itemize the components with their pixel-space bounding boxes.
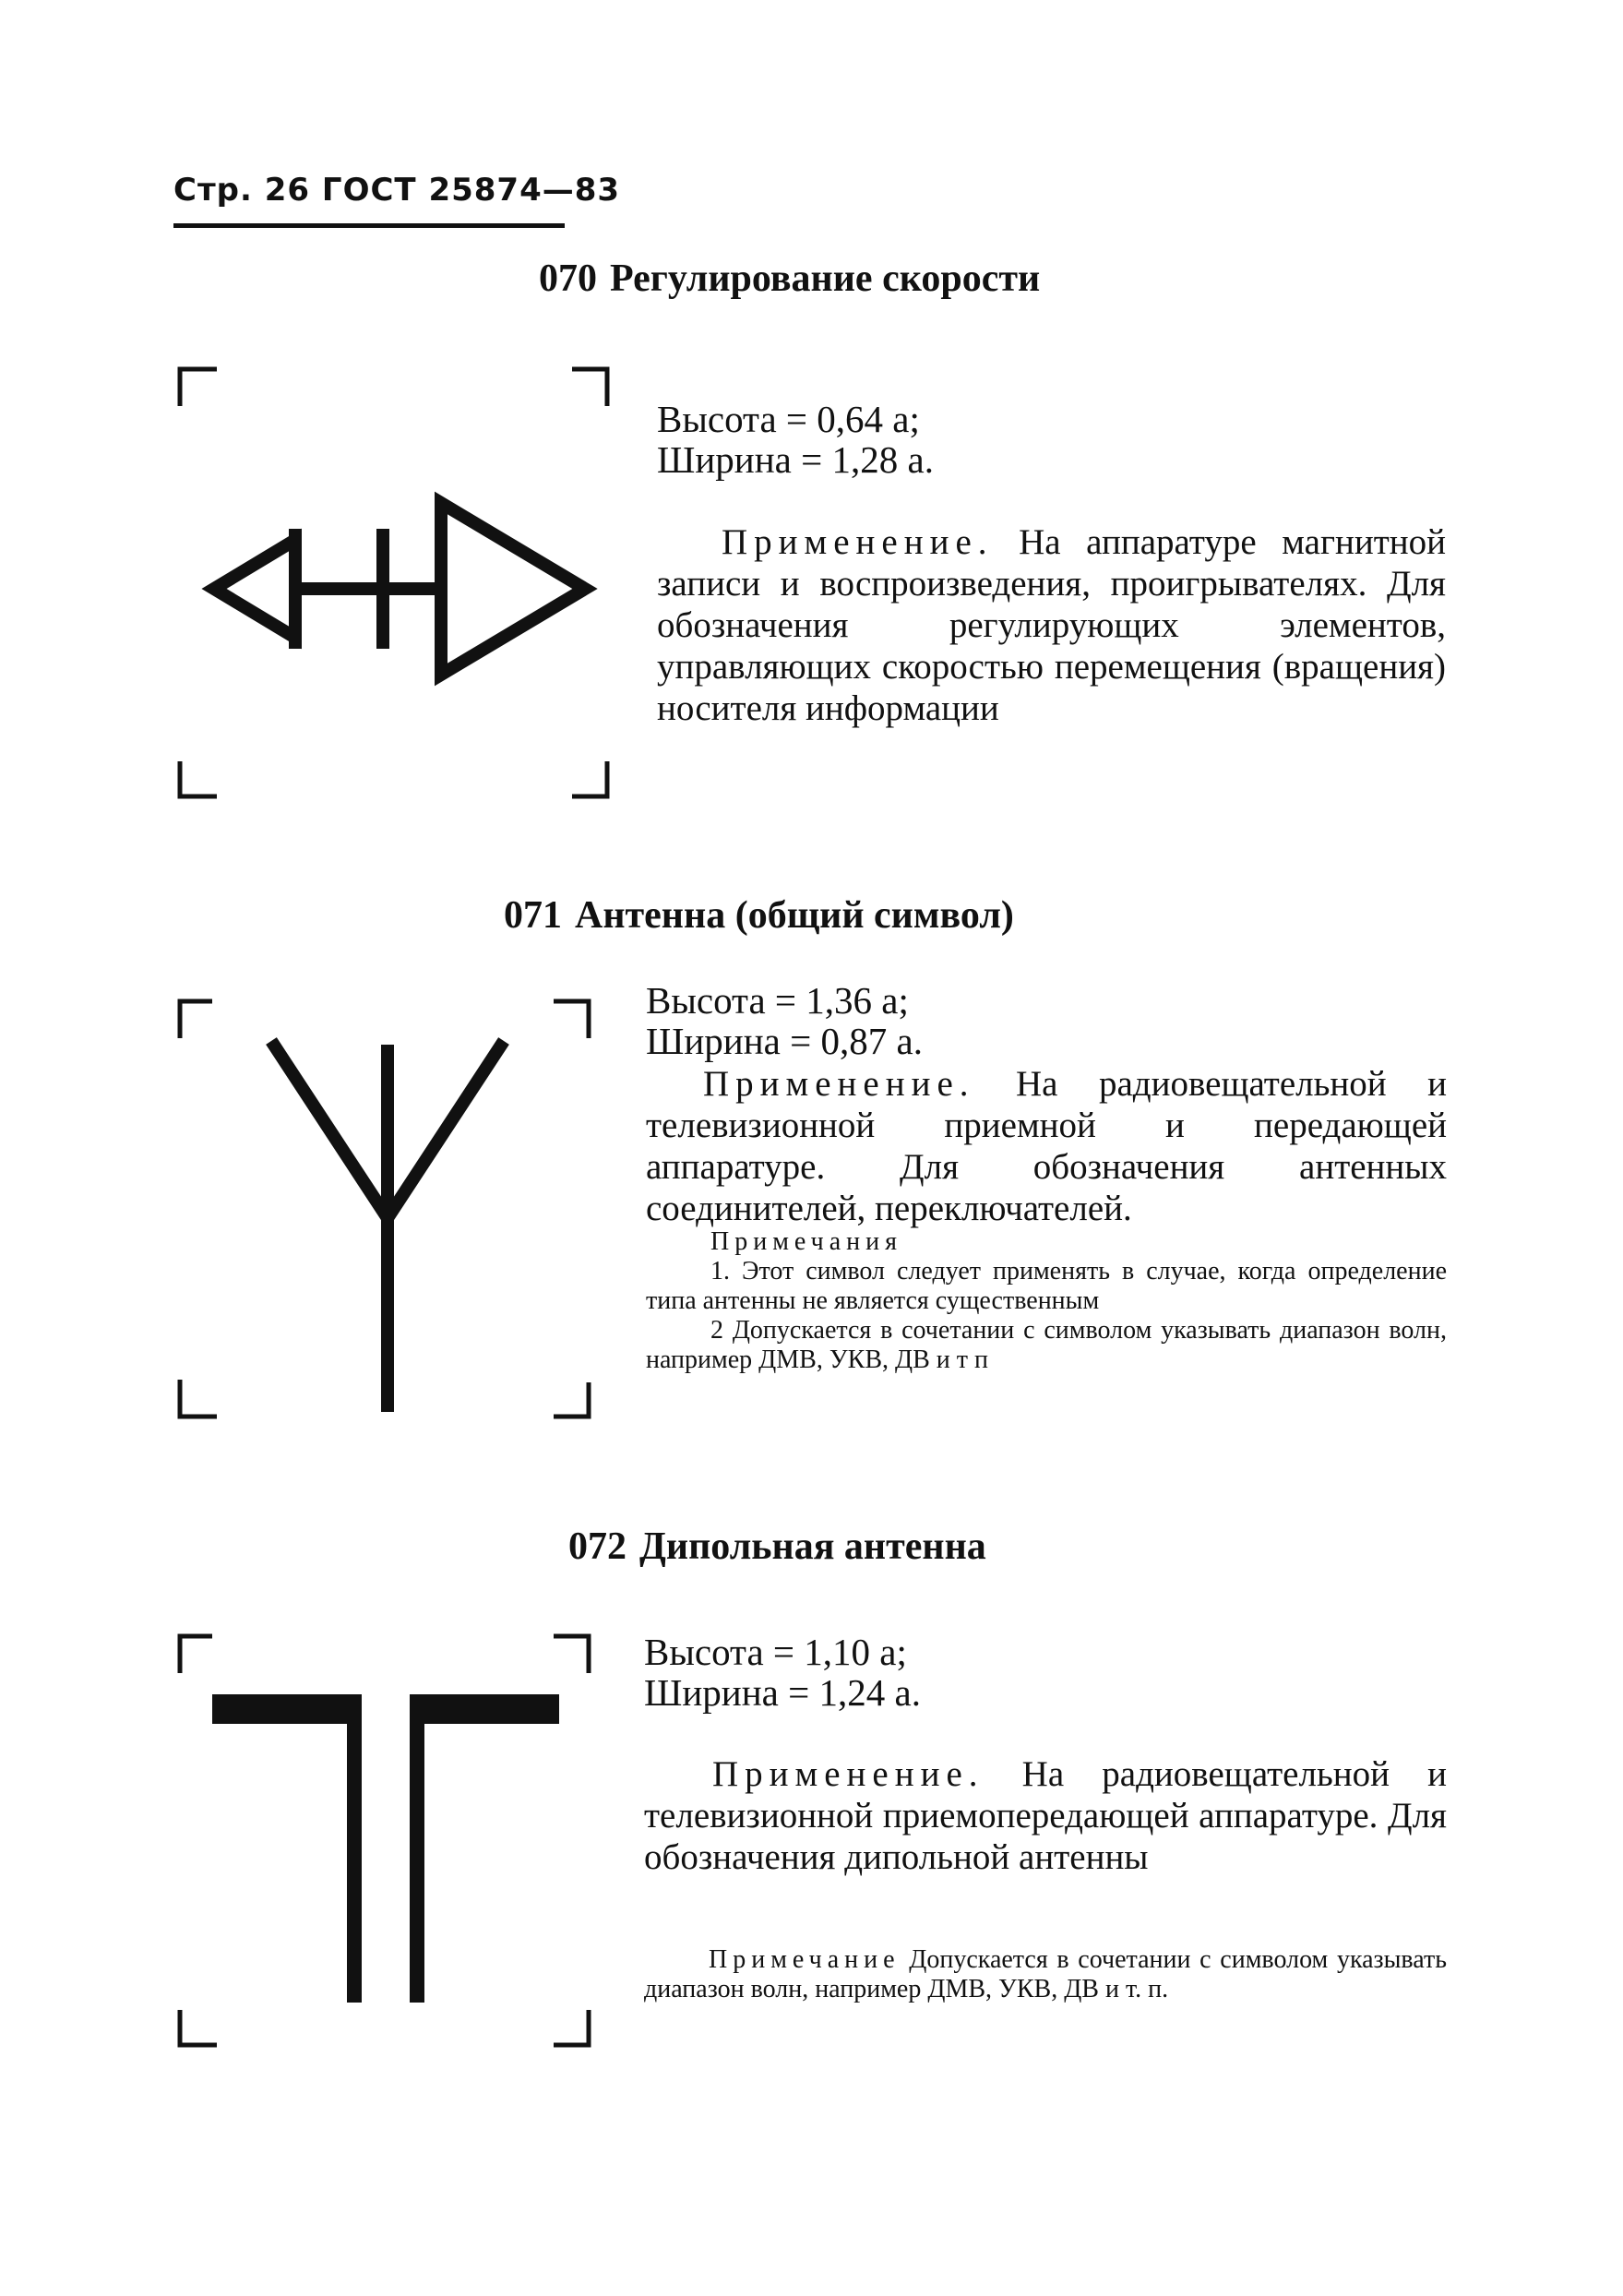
- usage-text: На аппаратуре магнитной записи и воспроизведения, проигрывателях. Для обозначения регулирующих элементов, управляющих скоростью перемещения (вращения) носителя информации: [657, 522, 1446, 728]
- section-072-note: [644, 1945, 1447, 2004]
- section-name: Регулирование скорости: [610, 257, 1041, 300]
- section-071-usage: [646, 1063, 1447, 1229]
- page-header: Стр. 26 ГОСТ 25874—83: [173, 172, 621, 209]
- header-rule: [173, 223, 565, 228]
- note-label: Примечание: [709, 1945, 901, 1974]
- section-072-height: Высота = 1,10 a;: [644, 1631, 907, 1673]
- section-name: Антенна (общий символ): [575, 894, 1014, 937]
- note-item: 1. Этот символ следует применять в случае, когда определение типа антенны не является существенным: [646, 1257, 1447, 1315]
- usage-label: Применение.: [712, 1754, 985, 1794]
- section-070-width: Ширина = 1,28 a.: [657, 438, 934, 481]
- antenna-icon: [258, 1034, 526, 1421]
- note-item: 2 Допускается в сочетании с символом указывать диапазон волн, например ДМВ, УКВ, ДВ и т п: [646, 1316, 1447, 1374]
- speed-control-icon: [192, 484, 616, 697]
- usage-label: Применение.: [703, 1064, 975, 1104]
- section-072-usage: [644, 1753, 1447, 1878]
- section-072-title: [568, 1525, 986, 1569]
- section-number: 071: [504, 894, 562, 937]
- section-071-notes: [646, 1227, 1447, 1375]
- section-071-height: Высота = 1,36 a;: [646, 979, 909, 1022]
- usage-label: Применение.: [722, 522, 994, 562]
- section-070-height: Высота = 0,64 a;: [657, 398, 920, 440]
- section-071-width: Ширина = 0,87 a.: [646, 1020, 923, 1062]
- section-number: 072: [568, 1525, 627, 1568]
- notes-label: Примечания: [710, 1227, 903, 1256]
- dipole-antenna-icon: [210, 1694, 561, 2008]
- usage-text: На радиовещательной и телевизионной приемопередающей аппаратуре. Для обозначения дипольной антенны: [644, 1754, 1447, 1877]
- section-070-usage: [657, 521, 1446, 729]
- section-071-title: [504, 893, 1014, 938]
- section-number: 070: [539, 257, 597, 300]
- usage-text: На радиовещательной и телевизионной приемной и передающей аппаратуре. Для обозначения антенных соединителей, переключателей.: [646, 1064, 1447, 1228]
- note-text: Допускается в сочетании с символом указывать диапазон волн, например ДМВ, УКВ, ДВ и т. п.: [644, 1945, 1447, 2003]
- section-070-title: [539, 257, 1040, 301]
- section-072-width: Ширина = 1,24 a.: [644, 1671, 921, 1714]
- section-name: Дипольная антенна: [639, 1525, 986, 1568]
